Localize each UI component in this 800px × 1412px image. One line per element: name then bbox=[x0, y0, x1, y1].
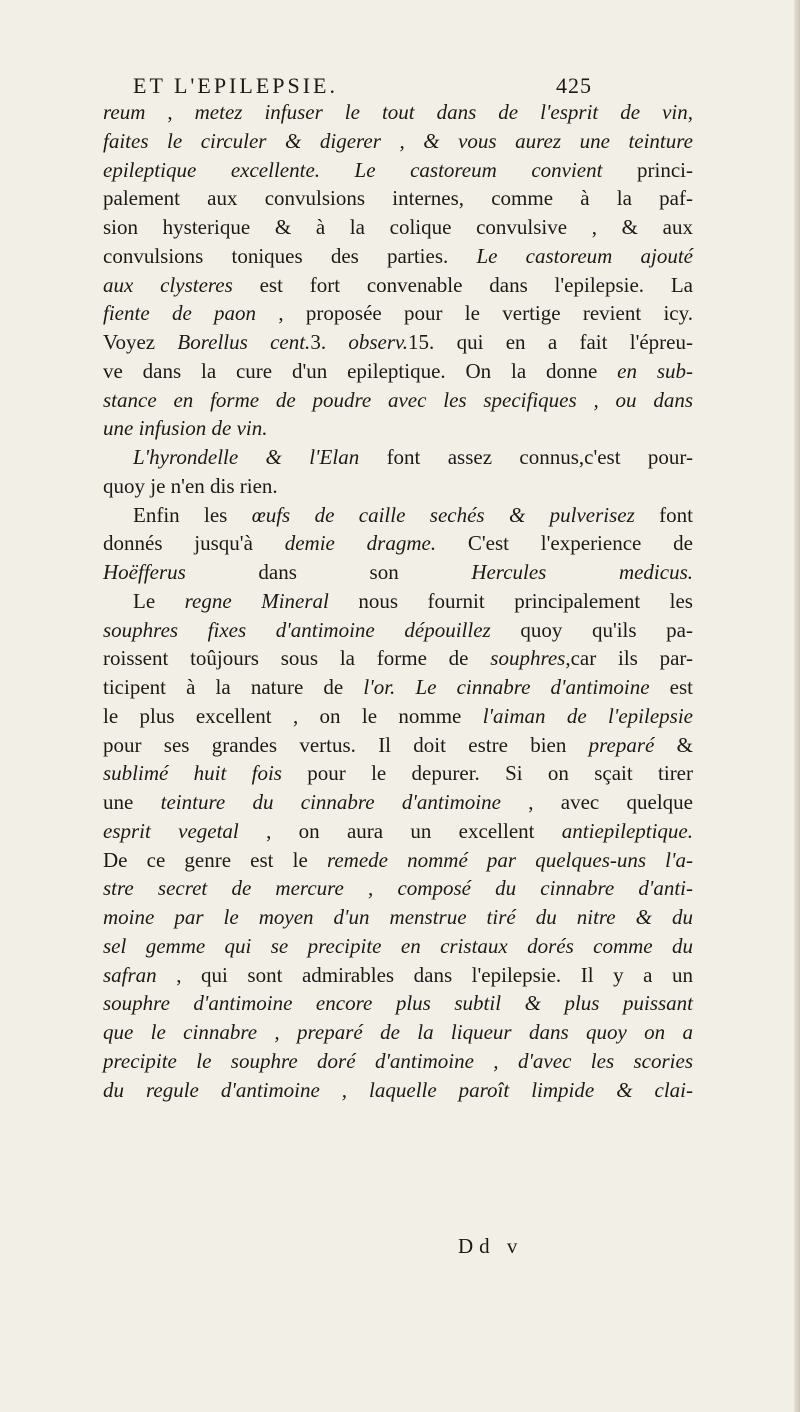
text-line bbox=[103, 184, 693, 213]
italic-text: Hoëfferus bbox=[103, 560, 186, 584]
text-line bbox=[103, 616, 693, 645]
text-line bbox=[103, 386, 693, 415]
roman-text: De ce genre est le bbox=[103, 847, 327, 872]
roman-text: & bbox=[654, 732, 693, 757]
text-line bbox=[103, 472, 693, 501]
italic-text: sel gemme qui se precipite en cristaux dorés comme du bbox=[103, 933, 693, 958]
text-line bbox=[103, 702, 693, 731]
roman-text: , on aura un excellent bbox=[238, 818, 562, 843]
roman-text: , qui sont admirables dans l'epilepsie. Il y a un bbox=[156, 962, 693, 987]
italic-text: souphre d'antimoine encore plus subtil & plus puissant bbox=[103, 991, 693, 1016]
text-line bbox=[103, 414, 693, 443]
text-line bbox=[103, 558, 693, 587]
text-line bbox=[103, 961, 693, 990]
page-header bbox=[0, 73, 800, 101]
text-line bbox=[103, 731, 693, 760]
text-line bbox=[103, 903, 693, 932]
text-line bbox=[103, 932, 693, 961]
italic-text: Borellus cent. bbox=[177, 330, 311, 354]
italic-text: esprit vegetal bbox=[103, 818, 239, 843]
roman-text: , avec quelque bbox=[500, 790, 693, 814]
italic-text: en sub- bbox=[617, 358, 693, 383]
italic-text: stre secret de mercure , composé du cinnabre d'anti- bbox=[103, 876, 693, 901]
roman-text: le plus excellent , on le nomme bbox=[103, 703, 483, 728]
roman-text: pour ses grandes vertus. Il doit estre bien bbox=[103, 732, 589, 757]
italic-text: observ. bbox=[348, 330, 409, 354]
text-line bbox=[103, 846, 693, 875]
italic-text: preparé bbox=[588, 732, 655, 757]
roman-text: , proposée pour le vertige revient icy. bbox=[256, 301, 693, 326]
text-line bbox=[103, 242, 693, 271]
signature-mark: Dd v bbox=[458, 1234, 524, 1258]
roman-text: roissent toûjours sous la forme de bbox=[103, 646, 491, 671]
italic-text: du regule d'antimoine , laquelle paroît limpide & clai- bbox=[103, 1077, 693, 1102]
text-line bbox=[103, 127, 693, 156]
text-line bbox=[103, 271, 693, 300]
text-line bbox=[103, 1047, 693, 1076]
italic-text: demie dragme. bbox=[284, 531, 437, 556]
italic-text: teinture du cinnabre d'antimoine bbox=[160, 790, 501, 814]
italic-text: moine par le moyen d'un menstrue tiré du nitre & du bbox=[103, 905, 693, 929]
text-line bbox=[103, 989, 693, 1018]
roman-text: palement aux convulsions internes, comme à la paf- bbox=[103, 186, 693, 211]
italic-text: que le cinnabre , preparé de la liqueur dans quoy on a bbox=[103, 1020, 693, 1044]
italic-text: Le castoreum ajouté bbox=[476, 243, 693, 268]
text-line bbox=[103, 156, 693, 185]
body-text bbox=[103, 98, 693, 1104]
italic-text: sublimé huit fois bbox=[103, 761, 282, 786]
roman-text: est fort convenable dans l'epilepsie. La bbox=[232, 272, 693, 297]
roman-text: princi- bbox=[602, 157, 693, 182]
roman-text: une bbox=[103, 790, 161, 814]
italic-text: safran bbox=[103, 962, 157, 987]
roman-text: Enfin les bbox=[133, 502, 252, 527]
roman-text: nous fournit principalement les bbox=[328, 588, 693, 613]
italic-text: œufs de caille sechés & pulverisez bbox=[251, 502, 635, 527]
text-line bbox=[103, 328, 693, 357]
text-line bbox=[103, 788, 693, 817]
italic-text: l'or. Le cinnabre d'antimoine bbox=[363, 675, 650, 699]
roman-text: Le bbox=[133, 588, 185, 613]
text-line bbox=[103, 357, 693, 386]
roman-text: font assez connus,c'est pour- bbox=[359, 445, 693, 469]
roman-text: donnés jusqu'à bbox=[103, 531, 285, 556]
roman-text: Voyez bbox=[103, 330, 178, 354]
text-line bbox=[103, 1018, 693, 1047]
italic-text: souphres bbox=[490, 646, 566, 671]
italic-text: epileptique excellente. Le castoreum convient bbox=[103, 157, 603, 182]
text-line bbox=[103, 644, 693, 673]
roman-text: ,car ils par- bbox=[565, 646, 693, 671]
roman-text: ve dans la cure d'un epileptique. On la donne bbox=[103, 358, 618, 383]
italic-text: regne Mineral bbox=[184, 588, 329, 613]
italic-text: l'aiman de l'epilepsie bbox=[482, 703, 693, 728]
text-line bbox=[103, 759, 693, 788]
roman-text: sion hysterique & à la colique convulsive , & aux bbox=[103, 215, 693, 239]
italic-text: Hercules medicus. bbox=[471, 560, 694, 584]
text-line bbox=[103, 501, 693, 530]
text-line bbox=[103, 874, 693, 903]
text-line bbox=[103, 443, 693, 472]
text-line bbox=[103, 299, 693, 328]
page-edge bbox=[794, 0, 800, 1412]
roman-text: C'est l'experience de bbox=[436, 531, 693, 556]
text-line bbox=[103, 98, 693, 127]
italic-text: reum bbox=[103, 100, 146, 124]
italic-text: remede nommé par quelques-uns l'a- bbox=[326, 847, 693, 872]
roman-text: quoy je n'en dis rien. bbox=[103, 473, 278, 498]
roman-text: 15. qui en a fait l'épreu- bbox=[408, 330, 693, 354]
text-line bbox=[103, 587, 693, 616]
text-line bbox=[103, 673, 693, 702]
text-line bbox=[103, 1076, 693, 1105]
roman-text: 3. bbox=[310, 330, 349, 354]
roman-text: est bbox=[649, 675, 694, 699]
text-line bbox=[103, 529, 693, 558]
italic-text: antiepileptique. bbox=[561, 818, 694, 843]
roman-text: quoy qu'ils pa- bbox=[490, 617, 693, 642]
italic-text: faites le circuler & digerer , & vous aurez une teinture bbox=[103, 128, 693, 153]
roman-text: pour le depurer. Si on sçait tirer bbox=[281, 761, 693, 786]
italic-text: fiente de paon bbox=[103, 301, 257, 326]
italic-text: aux clysteres bbox=[103, 272, 233, 297]
roman-text: dans son bbox=[185, 560, 472, 584]
italic-text: souphres fixes d'antimoine dépouillez bbox=[103, 617, 491, 642]
italic-text: stance en forme de poudre avec les specifiques , ou dans bbox=[103, 387, 693, 412]
italic-text: precipite le souphre doré d'antimoine , d'avec les scories bbox=[103, 1048, 693, 1073]
italic-text: une infusion de vin. bbox=[103, 416, 268, 441]
italic-text: metez infuser le tout dans de l'esprit de vin, bbox=[194, 100, 693, 124]
text-line bbox=[103, 817, 693, 846]
page-number: 425 bbox=[556, 73, 592, 98]
roman-text: convulsions toniques des parties. bbox=[103, 243, 477, 268]
italic-text: L'hyrondelle & l'Elan bbox=[133, 445, 360, 469]
roman-text: , bbox=[145, 100, 195, 124]
running-title: ET L'EPILEPSIE. bbox=[133, 73, 338, 98]
roman-text: font bbox=[634, 502, 694, 527]
roman-text: ticipent à la nature de bbox=[103, 675, 364, 699]
text-line bbox=[103, 213, 693, 242]
